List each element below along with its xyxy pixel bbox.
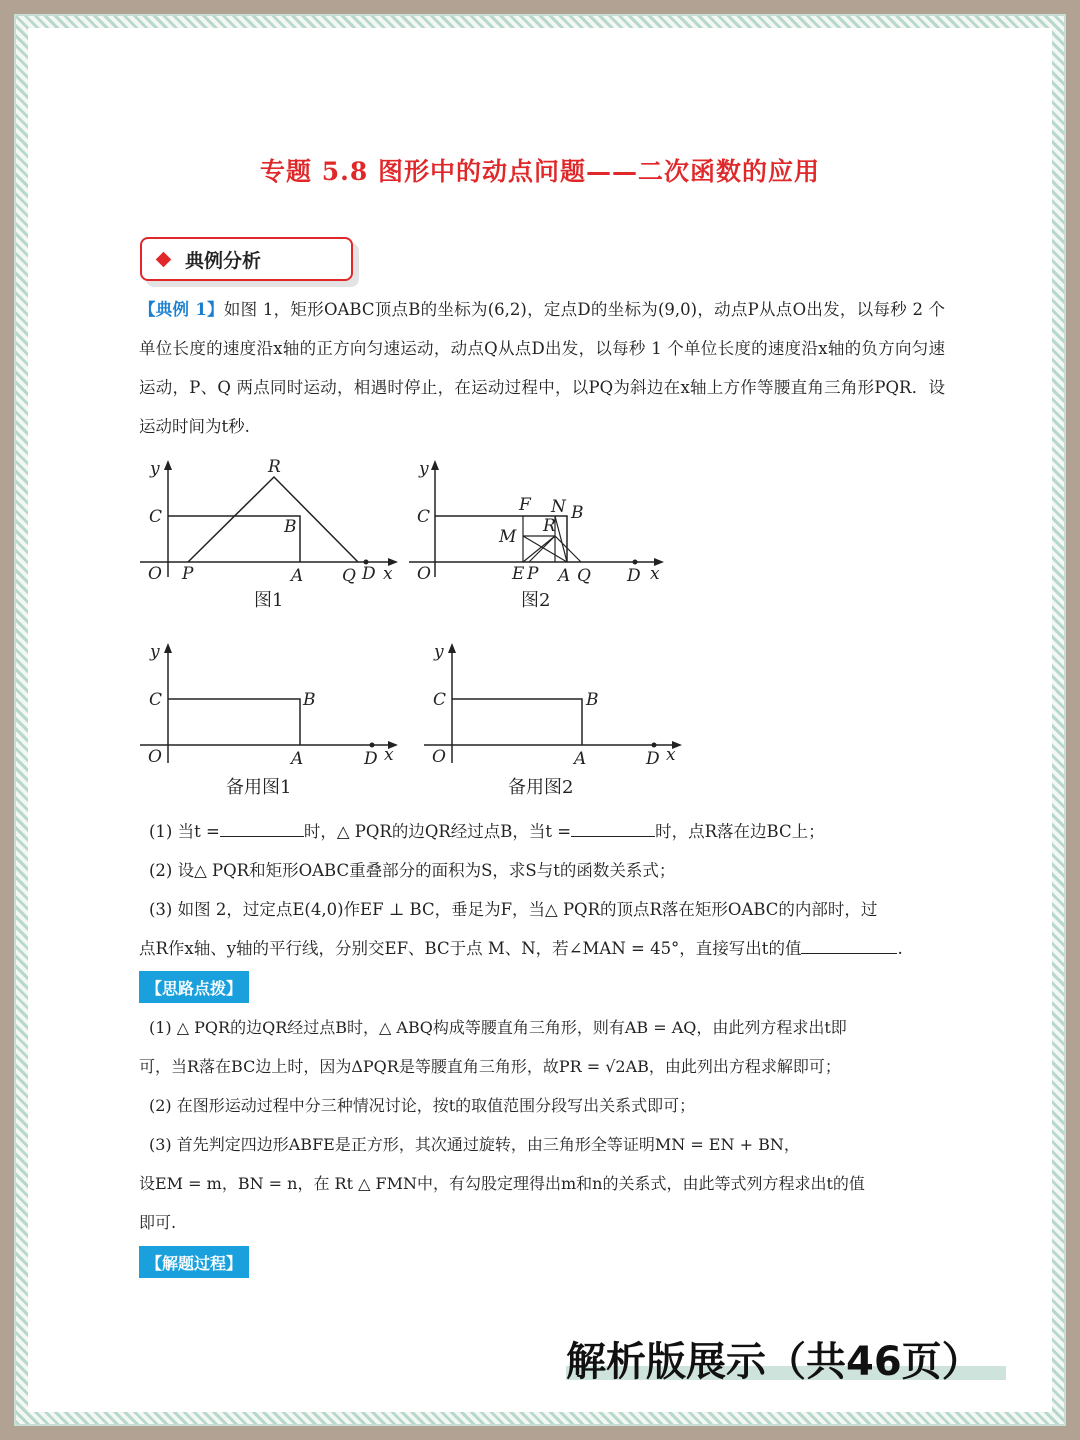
question-2: (2) 设△ PQR和矩形OABC重叠部分的面积为S，求S与t的函数关系式； [149,861,676,880]
fig2-label-c: C [417,507,431,527]
q1-blank-2 [571,819,655,837]
q1-text-a: (1) 当t = [149,822,220,841]
hint-3-line-1: (3) 首先判定四边形ABFE是正方形，其次通过旋转，由三角形全等证明MN = EN + BN， [149,1135,800,1154]
diamond-icon [156,251,172,267]
fig1-label-o: O [148,564,162,584]
fig1-label-y: y [150,459,160,479]
backup2-label-b: B [586,690,599,710]
fig1-label-c: C [149,507,163,527]
promo-text: 解析版展示（共46页） [566,1339,982,1385]
example-text: 如图 1，矩形OABC顶点B的坐标为(6,2)，定点D的坐标为(9,0)，动点P从点O出发，以每秒 2 个单位长度的速度沿x轴的正方向匀速运动，动点Q从点D出发，以每秒 1 个单位长度的速度沿x轴的负方向匀速运动，P、Q 两点同时运动，相遇时停止，在运动过程中，以PQ为斜边在x轴上方作等腰直角三角形PQR．设运动时间为t秒. [139,300,945,436]
page-title: 专题 5.8 图形中的动点问题——二次函数的应用 [260,157,820,186]
fig2-label-n: N [551,497,566,517]
q3-text-b: 点R作x轴、y轴的平行线，分别交EF、BC于点 M、N，若∠MAN = 45°，直接写出t的值 [139,939,802,958]
fig1-label-b: B [284,517,297,537]
hint-1-line-1: (1) △ PQR的边QR经过点B时，△ ABQ构成等腰直角三角形，则有AB = AQ，由此列方程求出t即 [149,1018,847,1037]
fig2-caption: 图2 [521,590,551,611]
hint-3-line-3: 即可. [139,1213,177,1232]
fig2-label-r: R [543,516,556,536]
backup2-label-y: y [434,642,444,662]
fig1-label-x: x [383,564,393,584]
figure-2 [405,452,671,621]
q1-text-b: 时，△ PQR的边QR经过点B，当t = [303,822,572,841]
fig1-caption: 图1 [254,590,284,611]
q3-text-c: . [897,939,903,958]
fig1-label-p: P [182,564,194,584]
backup1-label-x: x [384,745,394,765]
hint-badge: 【思路点拨】 [139,971,249,1003]
promo-caption [566,1330,1006,1385]
hint-1-line-2: 可，当R落在BC边上时，因为ΔPQR是等腰直角三角形，故PR = √2AB，由此列出方程求解即可； [139,1057,841,1076]
example-paragraph [139,290,945,446]
hint-3-line-2: 设EM = m，BN = n，在 Rt △ FMN中，有勾股定理得出m和n的关系式，由此等式列方程求出t的值 [139,1174,865,1193]
q1-blank-1 [220,819,304,837]
fig2-label-o: O [417,564,431,584]
backup2-caption: 备用图2 [508,777,574,798]
section-header [140,237,353,281]
backup1-label-b: B [303,690,316,710]
backup1-label-a: A [291,749,304,769]
fig2-label-x: x [650,564,660,584]
fig2-label-f: F [519,495,531,515]
fig2-label-m: M [499,527,517,547]
figure-1 [136,452,402,621]
fig2-label-b: B [571,503,584,523]
fig1-label-a: A [291,566,304,586]
backup1-label-c: C [149,690,163,710]
fig2-label-e: E [512,564,525,584]
q1-text-c: 时，点R落在边BC上； [655,822,825,841]
fig2-label-y: y [419,459,429,479]
question-3-line-1: (3) 如图 2，过定点E(4,0)作EF ⊥ BC，垂足为F，当△ PQR的顶点R落在矩形OABC的内部时，过 [149,900,878,919]
backup1-label-d: D [364,749,378,769]
fig2-label-q: Q [577,566,591,586]
question-1 [149,812,945,851]
fig1-label-d: D [362,564,376,584]
fig2-label-a: A [558,566,571,586]
q3-blank [801,936,897,954]
backup1-label-o: O [148,747,162,767]
question-3-line-2 [139,929,945,968]
example-tag: 【典例 1】 [139,300,224,319]
backup1-caption: 备用图1 [226,777,292,798]
backup2-label-o: O [432,747,446,767]
section-label: 典例分析 [185,249,262,272]
fig1-label-r: R [268,457,281,477]
fig2-label-d: D [627,566,641,586]
fig1-label-q: Q [342,566,356,586]
backup2-label-c: C [433,690,447,710]
backup1-label-y: y [150,642,160,662]
backup2-label-d: D [646,749,660,769]
backup-figure-1 [136,635,406,809]
backup-figure-2 [420,635,690,809]
fig2-label-p: P [527,564,539,584]
hint-2: (2) 在图形运动过程中分三种情况讨论，按t的取值范围分段写出关系式即可； [149,1096,696,1115]
solution-badge: 【解题过程】 [139,1246,249,1278]
backup2-label-a: A [574,749,587,769]
backup2-label-x: x [666,745,676,765]
